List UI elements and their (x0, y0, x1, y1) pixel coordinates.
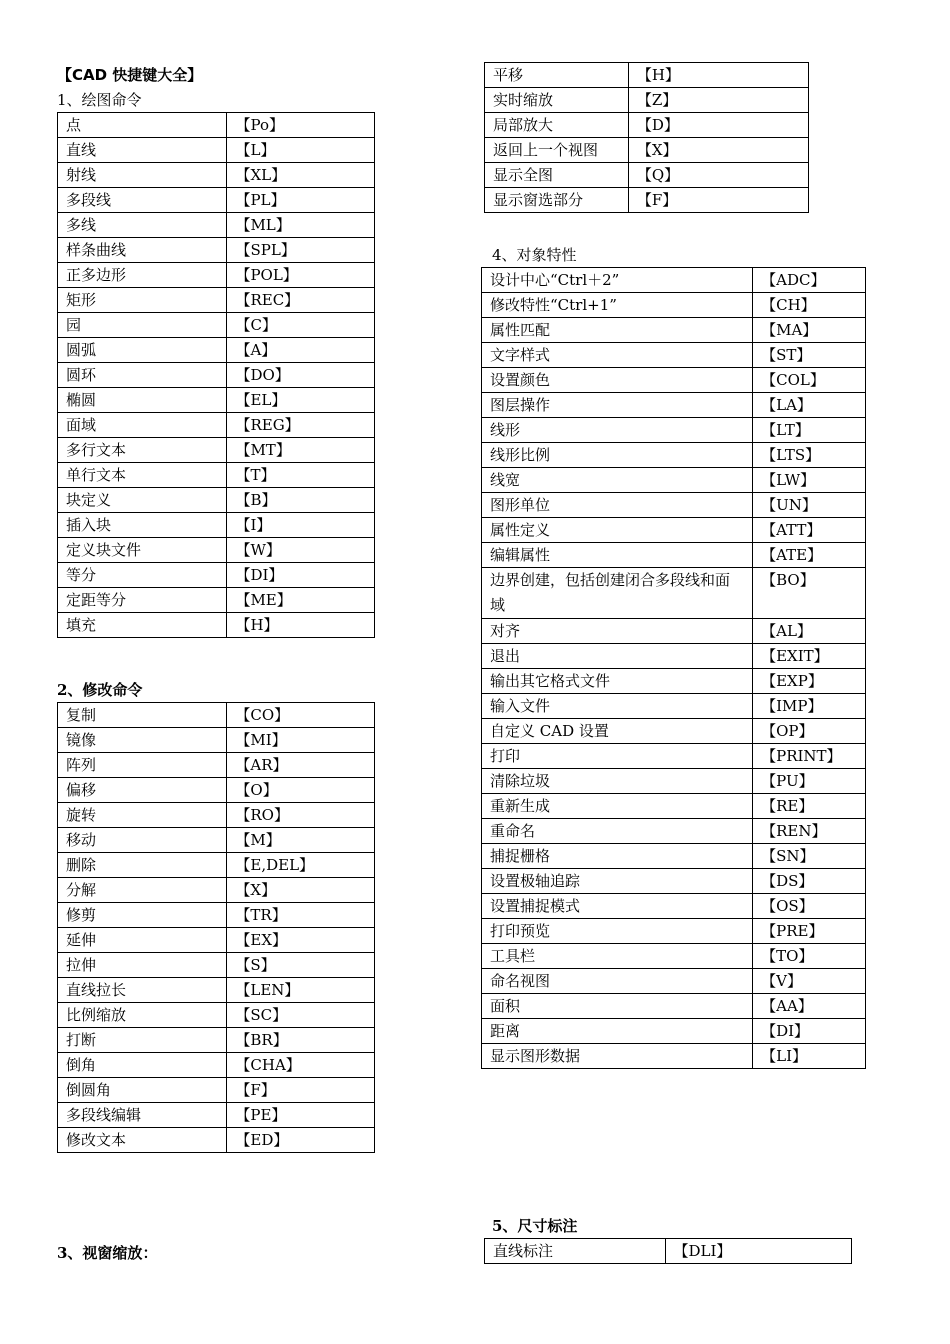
table-row (482, 518, 866, 543)
shortcut-cell: 【MT】 (227, 438, 375, 463)
shortcut-cell: 【F】 (227, 1078, 375, 1103)
table-row (58, 463, 375, 488)
command-name-cell: 打印预览 (482, 919, 753, 944)
table-row (58, 363, 375, 388)
table-row (482, 619, 866, 644)
table-row (485, 138, 809, 163)
table-row (482, 318, 866, 343)
shortcut-cell: 【LA】 (753, 393, 866, 418)
command-name-cell: 镜像 (58, 728, 227, 753)
table-row (58, 213, 375, 238)
command-name-cell: 分解 (58, 878, 227, 903)
command-name-cell: 椭圆 (58, 388, 227, 413)
table-row (58, 538, 375, 563)
shortcut-cell: 【PL】 (227, 188, 375, 213)
table-draw-commands (57, 112, 375, 638)
shortcut-cell: 【COL】 (753, 368, 866, 393)
shortcut-cell: 【RE】 (753, 794, 866, 819)
shortcut-cell: 【MI】 (227, 728, 375, 753)
shortcut-cell: 【L】 (227, 138, 375, 163)
shortcut-cell: 【DLI】 (665, 1239, 851, 1264)
table-modify-commands (57, 702, 375, 1153)
command-name-cell: 矩形 (58, 288, 227, 313)
shortcut-cell: 【OP】 (753, 719, 866, 744)
command-name-cell: 图层操作 (482, 393, 753, 418)
shortcut-cell: 【AR】 (227, 753, 375, 778)
command-name-cell: 线形比例 (482, 443, 753, 468)
table-row (58, 588, 375, 613)
table-row (58, 188, 375, 213)
shortcut-cell: 【LW】 (753, 468, 866, 493)
command-name-cell: 单行文本 (58, 463, 227, 488)
command-name-cell: 打印 (482, 744, 753, 769)
command-name-cell: 显示全图 (485, 163, 629, 188)
shortcut-cell: 【CHA】 (227, 1053, 375, 1078)
table-row (482, 468, 866, 493)
command-name-cell: 设置捕捉模式 (482, 894, 753, 919)
table-view-commands (484, 62, 809, 213)
table-row (58, 388, 375, 413)
command-name-cell: 插入块 (58, 513, 227, 538)
command-name-cell: 删除 (58, 853, 227, 878)
shortcut-cell: 【POL】 (227, 263, 375, 288)
table-row (485, 163, 809, 188)
command-name-cell: 修剪 (58, 903, 227, 928)
command-name-cell: 距离 (482, 1019, 753, 1044)
table-row (482, 393, 866, 418)
table-row (485, 88, 809, 113)
command-name-cell: 多段线 (58, 188, 227, 213)
command-name-cell: 多行文本 (58, 438, 227, 463)
shortcut-cell: 【C】 (227, 313, 375, 338)
shortcut-cell: 【LT】 (753, 418, 866, 443)
command-name-cell: 射线 (58, 163, 227, 188)
table-row (58, 413, 375, 438)
command-name-cell: 对齐 (482, 619, 753, 644)
command-name-cell: 工具栏 (482, 944, 753, 969)
table-row (485, 63, 809, 88)
command-name-cell: 重新生成 (482, 794, 753, 819)
table-row (482, 769, 866, 794)
shortcut-cell: 【EXP】 (753, 669, 866, 694)
command-name-cell: 自定义 CAD 设置 (482, 719, 753, 744)
table-row (58, 903, 375, 928)
table-row (485, 1239, 852, 1264)
table-row (482, 493, 866, 518)
shortcut-cell: 【ME】 (227, 588, 375, 613)
command-name-cell: 样条曲线 (58, 238, 227, 263)
table-row (58, 138, 375, 163)
command-name-cell: 打断 (58, 1028, 227, 1053)
command-name-cell: 修改文本 (58, 1128, 227, 1153)
table-row (58, 778, 375, 803)
command-name-cell: 局部放大 (485, 113, 629, 138)
shortcut-cell: 【B】 (227, 488, 375, 513)
command-name-cell: 修改特性“Ctrl+1” (482, 293, 753, 318)
shortcut-cell: 【S】 (227, 953, 375, 978)
table-row (482, 268, 866, 293)
shortcut-cell: 【Po】 (227, 113, 375, 138)
section-heading-dimension: 5、尺寸标注 (492, 1217, 578, 1235)
command-name-cell: 命名视图 (482, 969, 753, 994)
shortcut-cell: 【DI】 (753, 1019, 866, 1044)
command-name-cell: 直线 (58, 138, 227, 163)
command-name-cell: 线宽 (482, 468, 753, 493)
command-name-cell: 面积 (482, 994, 753, 1019)
table-row (485, 188, 809, 213)
command-name-cell: 捕捉栅格 (482, 844, 753, 869)
section-heading-draw: 1、绘图命令 (57, 91, 142, 109)
command-name-cell: 设置极轴追踪 (482, 869, 753, 894)
command-name-cell: 重命名 (482, 819, 753, 844)
command-name-cell: 拉伸 (58, 953, 227, 978)
command-name-cell: 旋转 (58, 803, 227, 828)
table-row (58, 928, 375, 953)
shortcut-cell: 【LTS】 (753, 443, 866, 468)
command-name-cell: 线形 (482, 418, 753, 443)
table-row (58, 728, 375, 753)
shortcut-cell: 【SC】 (227, 1003, 375, 1028)
table-row (482, 1019, 866, 1044)
command-name-cell: 定义块文件 (58, 538, 227, 563)
table-row (482, 919, 866, 944)
shortcut-cell: 【BO】 (753, 568, 866, 619)
table-properties-commands (481, 267, 866, 1069)
table-row (58, 753, 375, 778)
shortcut-cell: 【CO】 (227, 703, 375, 728)
shortcut-cell: 【H】 (227, 613, 375, 638)
shortcut-cell: 【TO】 (753, 944, 866, 969)
command-name-cell: 倒圆角 (58, 1078, 227, 1103)
shortcut-cell: 【V】 (753, 969, 866, 994)
table-row (482, 694, 866, 719)
table-row (58, 1053, 375, 1078)
shortcut-cell: 【X】 (227, 878, 375, 903)
shortcut-cell: 【PRINT】 (753, 744, 866, 769)
shortcut-cell: 【ED】 (227, 1128, 375, 1153)
section-heading-view: 3、视窗缩放： (57, 1244, 158, 1262)
table-row (482, 1044, 866, 1069)
table-row (482, 719, 866, 744)
shortcut-cell: 【EX】 (227, 928, 375, 953)
shortcut-cell: 【T】 (227, 463, 375, 488)
command-name-cell: 编辑属性 (482, 543, 753, 568)
command-name-cell: 填充 (58, 613, 227, 638)
shortcut-cell: 【I】 (227, 513, 375, 538)
table-row (482, 844, 866, 869)
section-heading-modify: 2、修改命令 (57, 681, 143, 699)
shortcut-cell: 【RO】 (227, 803, 375, 828)
command-name-cell: 倒角 (58, 1053, 227, 1078)
shortcut-cell: 【PU】 (753, 769, 866, 794)
command-name-cell: 设计中心“Ctrl＋2” (482, 268, 753, 293)
table-row (58, 978, 375, 1003)
command-name-cell: 圆环 (58, 363, 227, 388)
shortcut-cell: 【PRE】 (753, 919, 866, 944)
shortcut-cell: 【DO】 (227, 363, 375, 388)
table-row (482, 293, 866, 318)
table-row (58, 1128, 375, 1153)
shortcut-cell: 【AL】 (753, 619, 866, 644)
command-name-cell: 块定义 (58, 488, 227, 513)
table-row (58, 703, 375, 728)
command-name-cell: 退出 (482, 644, 753, 669)
shortcut-cell: 【F】 (628, 188, 808, 213)
table-row (482, 944, 866, 969)
command-name-cell: 图形单位 (482, 493, 753, 518)
table-row (58, 953, 375, 978)
shortcut-cell: 【REC】 (227, 288, 375, 313)
shortcut-cell: 【SPL】 (227, 238, 375, 263)
table-row (58, 1003, 375, 1028)
command-name-cell: 平移 (485, 63, 629, 88)
shortcut-cell: 【BR】 (227, 1028, 375, 1053)
shortcut-cell: 【DI】 (227, 563, 375, 588)
command-name-cell: 输入文件 (482, 694, 753, 719)
command-name-cell: 园 (58, 313, 227, 338)
shortcut-cell: 【ST】 (753, 343, 866, 368)
table-row (58, 263, 375, 288)
shortcut-cell: 【ATT】 (753, 518, 866, 543)
table-row (482, 894, 866, 919)
shortcut-cell: 【Z】 (628, 88, 808, 113)
table-row (58, 803, 375, 828)
command-name-cell: 等分 (58, 563, 227, 588)
command-name-cell: 直线标注 (485, 1239, 666, 1264)
shortcut-cell: 【DS】 (753, 869, 866, 894)
table-row (58, 163, 375, 188)
shortcut-cell: 【PE】 (227, 1103, 375, 1128)
table-row (482, 669, 866, 694)
section-heading-properties: 4、对象特性 (492, 246, 577, 264)
command-name-cell: 输出其它格式文件 (482, 669, 753, 694)
command-name-cell: 复制 (58, 703, 227, 728)
shortcut-cell: 【REN】 (753, 819, 866, 844)
table-dimension-commands (484, 1238, 852, 1264)
command-name-cell: 文字样式 (482, 343, 753, 368)
shortcut-cell: 【W】 (227, 538, 375, 563)
shortcut-cell: 【SN】 (753, 844, 866, 869)
table-row (482, 543, 866, 568)
command-name-cell: 圆弧 (58, 338, 227, 363)
table-row (58, 878, 375, 903)
shortcut-cell: 【H】 (628, 63, 808, 88)
table-row (482, 819, 866, 844)
shortcut-cell: 【IMP】 (753, 694, 866, 719)
shortcut-cell: 【X】 (628, 138, 808, 163)
table-row (58, 113, 375, 138)
table-row (58, 513, 375, 538)
table-row (482, 794, 866, 819)
command-name-cell: 属性匹配 (482, 318, 753, 343)
table-row (482, 568, 866, 619)
command-name-cell: 面域 (58, 413, 227, 438)
table-row (58, 1103, 375, 1128)
command-name-cell: 设置颜色 (482, 368, 753, 393)
command-name-cell: 阵列 (58, 753, 227, 778)
command-name-cell: 直线拉长 (58, 978, 227, 1003)
command-name-cell: 返回上一个视图 (485, 138, 629, 163)
command-name-cell: 显示图形数据 (482, 1044, 753, 1069)
table-row (58, 828, 375, 853)
shortcut-cell: 【D】 (628, 113, 808, 138)
shortcut-cell: 【ADC】 (753, 268, 866, 293)
command-name-cell: 多线 (58, 213, 227, 238)
shortcut-cell: 【A】 (227, 338, 375, 363)
command-name-cell: 比例缩放 (58, 1003, 227, 1028)
shortcut-cell: 【E,DEL】 (227, 853, 375, 878)
command-name-cell: 点 (58, 113, 227, 138)
shortcut-cell: 【EL】 (227, 388, 375, 413)
shortcut-cell: 【OS】 (753, 894, 866, 919)
command-name-cell: 清除垃圾 (482, 769, 753, 794)
table-row (482, 343, 866, 368)
table-row (58, 488, 375, 513)
table-row (482, 969, 866, 994)
table-row (58, 563, 375, 588)
shortcut-cell: 【UN】 (753, 493, 866, 518)
table-row (58, 338, 375, 363)
command-name-cell: 多段线编辑 (58, 1103, 227, 1128)
shortcut-cell: 【XL】 (227, 163, 375, 188)
page-title: 【CAD 快捷键大全】 (57, 66, 203, 84)
table-row (58, 238, 375, 263)
table-row (58, 613, 375, 638)
table-row (482, 368, 866, 393)
shortcut-cell: 【MA】 (753, 318, 866, 343)
table-row (482, 418, 866, 443)
table-row (482, 994, 866, 1019)
command-name-cell: 实时缩放 (485, 88, 629, 113)
shortcut-cell: 【Q】 (628, 163, 808, 188)
table-row (58, 1078, 375, 1103)
table-row (58, 288, 375, 313)
table-row (485, 113, 809, 138)
command-name-cell: 定距等分 (58, 588, 227, 613)
command-name-cell: 移动 (58, 828, 227, 853)
table-row (58, 438, 375, 463)
command-name-cell: 显示窗选部分 (485, 188, 629, 213)
shortcut-cell: 【M】 (227, 828, 375, 853)
shortcut-cell: 【ATE】 (753, 543, 866, 568)
table-row (58, 313, 375, 338)
shortcut-cell: 【LI】 (753, 1044, 866, 1069)
command-name-cell: 偏移 (58, 778, 227, 803)
table-row (482, 744, 866, 769)
shortcut-cell: 【EXIT】 (753, 644, 866, 669)
shortcut-cell: 【O】 (227, 778, 375, 803)
command-name-cell: 正多边形 (58, 263, 227, 288)
table-row (482, 869, 866, 894)
command-name-cell: 边界创建，包括创建闭合多段线和面域 (482, 568, 753, 619)
shortcut-cell: 【REG】 (227, 413, 375, 438)
shortcut-cell: 【AA】 (753, 994, 866, 1019)
command-name-cell: 属性定义 (482, 518, 753, 543)
shortcut-cell: 【TR】 (227, 903, 375, 928)
table-row (58, 1028, 375, 1053)
table-row (482, 443, 866, 468)
shortcut-cell: 【CH】 (753, 293, 866, 318)
table-row (482, 644, 866, 669)
shortcut-cell: 【ML】 (227, 213, 375, 238)
table-row (58, 853, 375, 878)
shortcut-cell: 【LEN】 (227, 978, 375, 1003)
command-name-cell: 延伸 (58, 928, 227, 953)
